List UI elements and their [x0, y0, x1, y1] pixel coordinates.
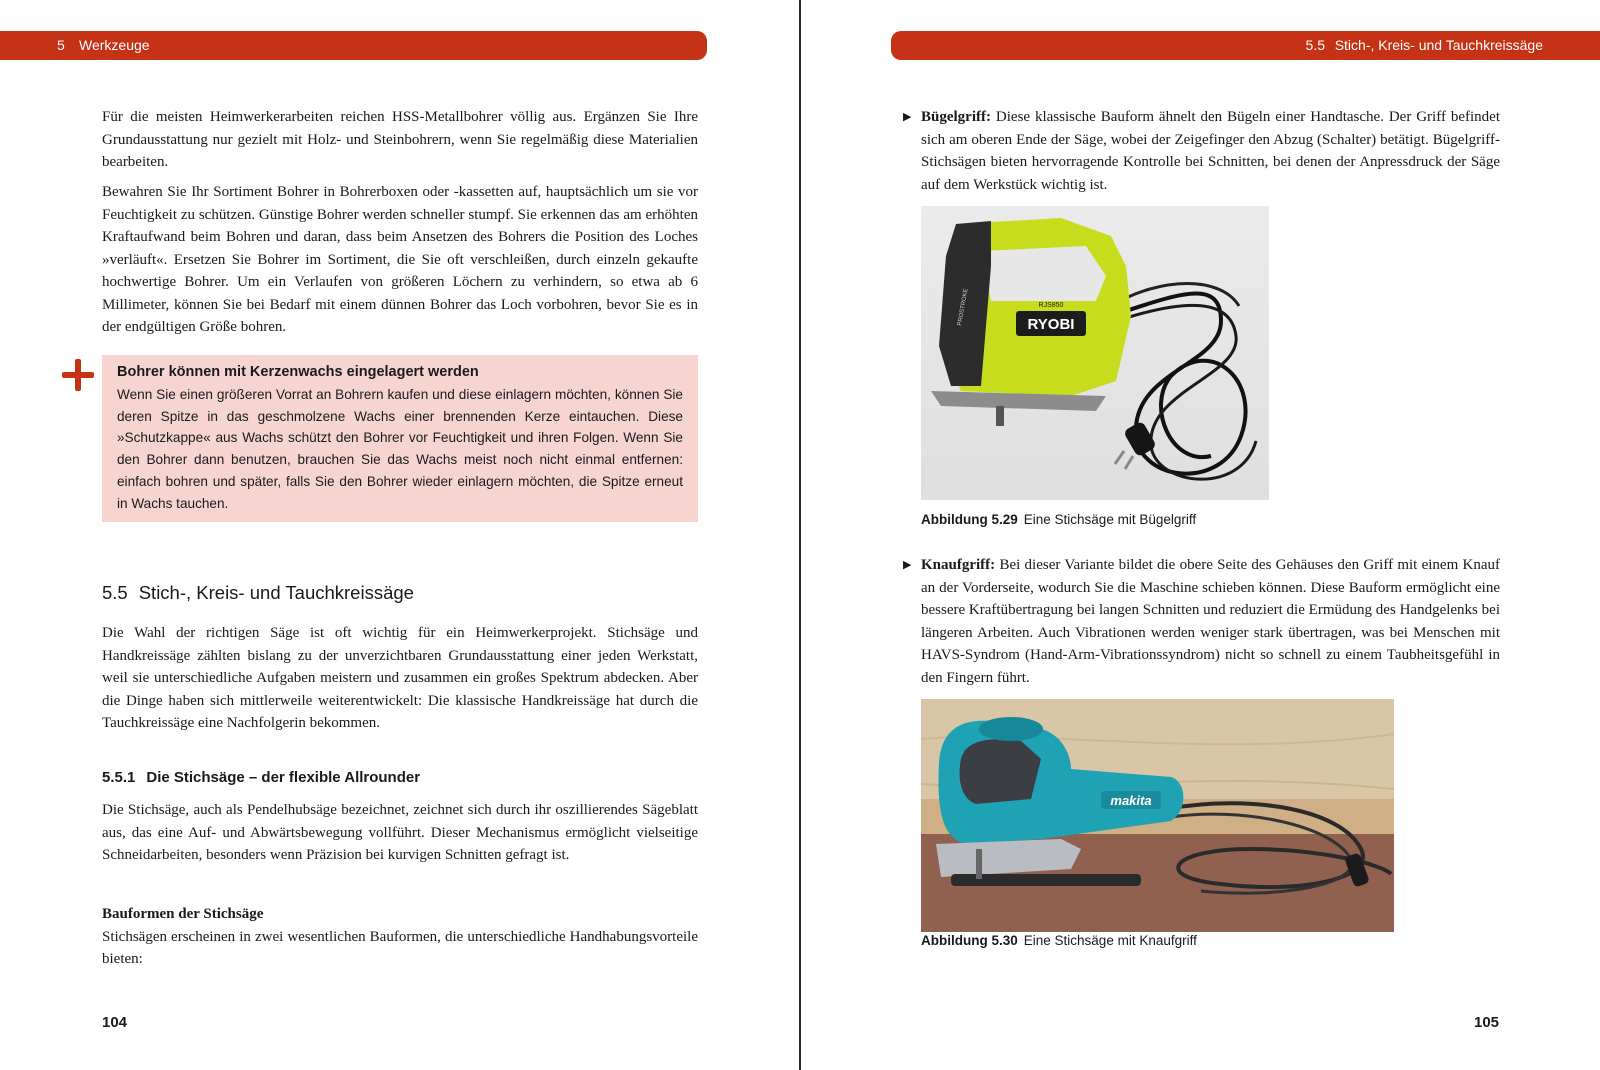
- subsection-heading: [102, 769, 420, 786]
- body-paragraph-2: [102, 181, 698, 339]
- subsection-text: [102, 799, 698, 867]
- bullet-text: Bei dieser Variante bildet die obere Seite des Gehäuses den Griff mit einem Knauf an der Vorderseite, wodurch Sie die Maschine schieben können. Diese Bauform ermöglicht eine bessere Kraftübertragung bei langen Schnitten und reduziert die Ermüdung des Handgelenks bei längeren Arbeiten. Auch Vibrationen werden weniger stark übertragen, was bei Menschen mit HAVS-Syndrom (Hand-Arm-Vibrationssyndrom) nicht so schnell zu einem Taubheitsgefühl in den Fingern führt.: [921, 557, 1500, 686]
- section-heading: [102, 582, 414, 604]
- tip-box: [102, 355, 698, 522]
- paragraph-text: Bewahren Sie Ihr Sortiment Bohrer in Bohrerboxen oder -kassetten auf, hauptsächlich um sie vor Feuchtigkeit zu schützen. Günstige Bohrer werden schneller stumpf. Sie erkennen das am erhöhten Kraftaufwand beim Bohren und daran, dass beim Ansetzen des Bohrers die Position des Loches »verläuft«. Ersetzen Sie Bohrer im Sortiment, die Sie oft verschleißen, durch einzeln gekaufte hochwertige Bohrer. Um ein Verlaufen von größeren Löchern zu verhindern, so etwa ab 6 Millimeter, können Sie bei Bedarf mit einem dünnen Bohrer das Loch vorbohren, bevor Sie es in der endgültigen Größe bohren.: [102, 184, 698, 335]
- subsection-number: 5.5.1: [102, 769, 136, 786]
- saw-brand-label: RYOBI: [1027, 316, 1075, 333]
- figure-caption-1: [921, 512, 1196, 527]
- body-paragraph-1: [102, 106, 698, 174]
- section-intro: [102, 622, 698, 735]
- chapter-number: 5: [57, 37, 65, 53]
- jigsaw-photo-2: [921, 699, 1394, 932]
- chapter-title: Werkzeuge: [79, 37, 150, 53]
- jigsaw-photo-1: [921, 206, 1269, 500]
- page-gutter: [799, 0, 801, 1070]
- bullet-marker-icon: ▶: [903, 559, 912, 571]
- saw-side-label: PROSTROKE: [957, 288, 970, 327]
- bullet-marker-icon: ▶: [903, 111, 912, 123]
- paragraph-text: Die Stichsäge, auch als Pendelhubsäge bezeichnet, zeichnet sich durch ihr oszillierendes Sägeblatt aus, das eine Auf- und Abwärtsbewegung vollführt. Dieser Mechanismus ermöglicht vielseitige Schneidarbeiten, besonders wenn Präzision bei kurvigen Schnitten gefragt ist.: [102, 802, 698, 863]
- figure-ryobi-jigsaw: [921, 206, 1269, 500]
- figure-caption-text: Eine Stichsäge mit Bügelgriff: [1023, 512, 1197, 527]
- bullet-item-buegelgriff: [921, 106, 1500, 196]
- running-header-left: [0, 31, 707, 60]
- plus-icon: [62, 359, 94, 391]
- paragraph-text: Die Wahl der richtigen Säge ist oft wichtig für ein Heimwerkerprojekt. Stichsäge und Handkreissäge zählten bislang zu der unverzichtbaren Grundausstattung einer jeden Werkstatt, weil sie unterschiedliche Aufgaben meistern und zusammen ein großes Spektrum abdecken. Aber die Dinge haben sich mittlerweile weiterentwickelt: Die klassische Handkreissäge hat durch die Tauchkreissäge eine Nachfolgerin bekommen.: [102, 625, 698, 731]
- bullet-term: Bügelgriff:: [921, 109, 991, 125]
- tip-title: Bohrer können mit Kerzenwachs eingelagert werden: [117, 364, 479, 380]
- section-number-header: 5.5: [1305, 37, 1325, 53]
- bullet-item-knaufgriff: [921, 554, 1500, 689]
- bullet-term: Knaufgriff:: [921, 557, 996, 573]
- subhead-text: Stichsägen erscheinen in zwei wesentlichen Bauformen, die unterschiedliche Handhabungsvorteile bieten:: [102, 928, 698, 967]
- section-title: Stich-, Kreis- und Tauchkreissäge: [138, 582, 414, 603]
- tip-text: Wenn Sie einen größeren Vorrat an Bohrern kaufen und diese einlagern möchten, können Sie deren Spitze in das geschmolzene Wachs einer brennenden Kerze eintauchen. Diese »Schutzkappe« aus Wachs schützt den Bohrer vor Feuchtigkeit und ihren Folgen. Wenn Sie den Bohrer dann benutzen, brauchen Sie das Wachs meist noch nicht einmal entfernen: einfach bohren und später, falls Sie den Bohrer wieder einlagern möchten, die Spitze erneut in Wachs tauchen.: [117, 387, 683, 511]
- subsection-title: Die Stichsäge – der flexible Allrounder: [146, 769, 421, 786]
- figure-label: Abbildung 5.29: [921, 512, 1018, 527]
- figure-label: Abbildung 5.30: [921, 933, 1018, 948]
- bauformen-block: [102, 903, 698, 971]
- section-number: 5.5: [102, 582, 128, 603]
- saw-brand-label: makita: [1110, 793, 1152, 808]
- saw-model-label: RJS850: [1038, 302, 1064, 309]
- subhead: Bauformen der Stichsäge: [102, 906, 264, 922]
- bullet-text: Diese klassische Bauform ähnelt den Bügeln einer Handtasche. Der Griff befindet sich am oberen Ende der Säge, wobei der Zeigefinger den Abzug (Schalter) betätigt. Bügelgriff-Stichsägen bieten hervorragende Kontrolle bei Schnitten, bei denen der Anpressdruck der Säge auf dem Werkstück wichtig ist.: [921, 109, 1500, 193]
- page-number-right: 105: [1474, 1014, 1500, 1031]
- figure-caption-text: Eine Stichsäge mit Knaufgriff: [1023, 933, 1197, 948]
- paragraph-text: Für die meisten Heimwerkerarbeiten reichen HSS-Metallbohrer völlig aus. Ergänzen Sie Ihre Grundausstattung nur gezielt mit Holz- und Steinbohrern, wenn Sie regelmäßig diese Materialien bearbeiten.: [102, 109, 698, 170]
- page-number-left: 104: [102, 1014, 128, 1031]
- running-header-right: [891, 31, 1600, 60]
- figure-makita-jigsaw: [921, 699, 1394, 932]
- figure-caption-2: [921, 933, 1197, 948]
- section-title-header: Stich-, Kreis- und Tauchkreissäge: [1334, 37, 1543, 53]
